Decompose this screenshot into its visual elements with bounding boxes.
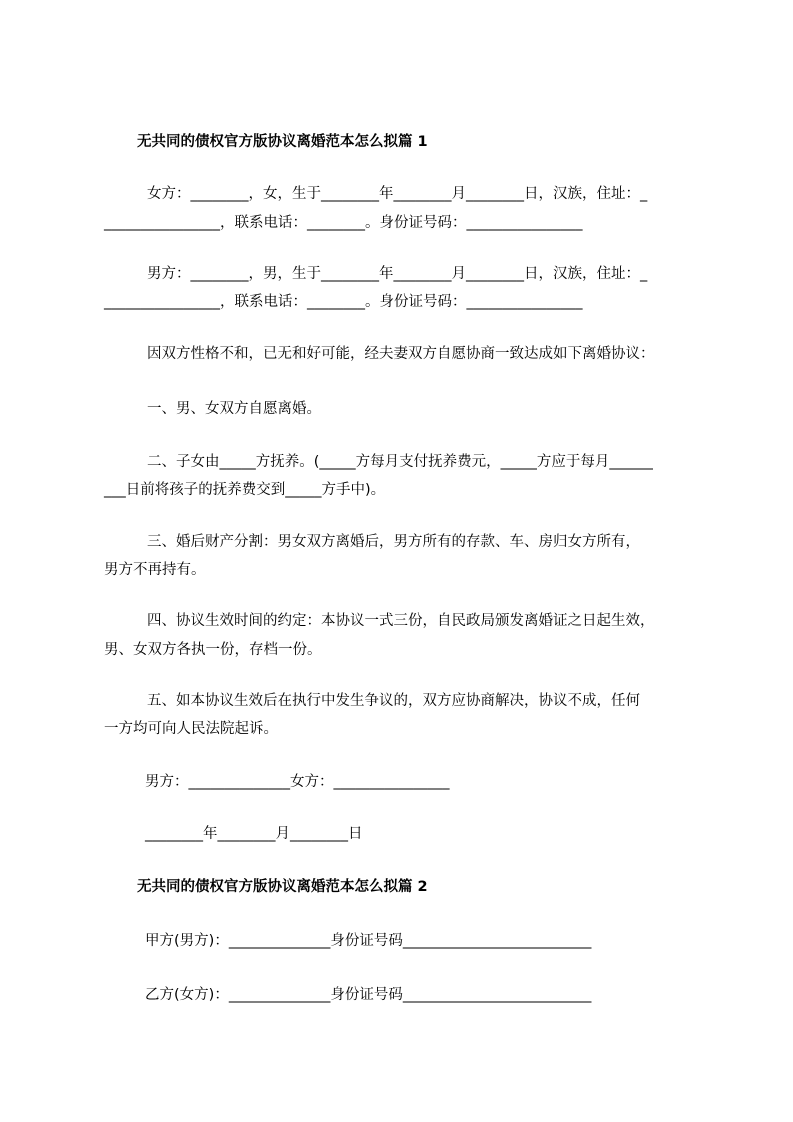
- clause-4-line-1: 四、协议生效时间的约定：本协议一式三份，自民政局颁发离婚证之日起生效，: [147, 613, 655, 629]
- clause-3-line-2: 男方不再持有。: [104, 562, 206, 578]
- male-info-line-1: 男方：________，男，生于________年________月________日，汉族，住址：_: [147, 266, 648, 282]
- female-info-line-1: 女方：________，女，生于________年________月________日，汉族，住址：_: [147, 186, 648, 202]
- clause-1: 一、男、女双方自愿离婚。: [147, 401, 321, 417]
- male-info-line-2: ________________，联系电话：________。身份证号码：________________: [104, 294, 583, 310]
- party-b-line: 乙方(女方)：______________身份证号码__________________________: [145, 987, 592, 1003]
- clause-5-line-2: 一方均可向人民法院起诉。: [104, 721, 278, 737]
- clause-3-line-1: 三、婚后财产分割：男女双方离婚后，男方所有的存款、车、房归女方所有，: [147, 534, 640, 550]
- clause-4-line-2: 男、女双方各执一份，存档一份。: [104, 642, 322, 658]
- female-info-line-2: ________________，联系电话：________。身份证号码：________________: [104, 215, 583, 231]
- signature-line: 男方：______________女方：________________: [145, 774, 450, 790]
- section-heading-2: 无共同的债权官方版协议离婚范本怎么拟篇 2: [137, 879, 428, 895]
- section-heading-1: 无共同的债权官方版协议离婚范本怎么拟篇 1: [137, 134, 428, 150]
- party-a-line: 甲方(男方)：______________身份证号码__________________________: [145, 933, 592, 949]
- clause-2-line-1: 二、子女由_____方抚养。(_____方每月支付抚养费元，_____方应于每月______: [147, 454, 653, 470]
- date-line: ________年________月________日: [145, 826, 363, 842]
- intro-paragraph: 因双方性格不和，已无和好可能，经夫妻双方自愿协商一致达成如下离婚协议：: [147, 346, 655, 362]
- clause-5-line-1: 五、如本协议生效后在执行中发生争议的，双方应协商解决，协议不成，任何: [147, 693, 640, 709]
- clause-2-line-2: ___日前将孩子的抚养费交到_____方手中)。: [104, 482, 386, 498]
